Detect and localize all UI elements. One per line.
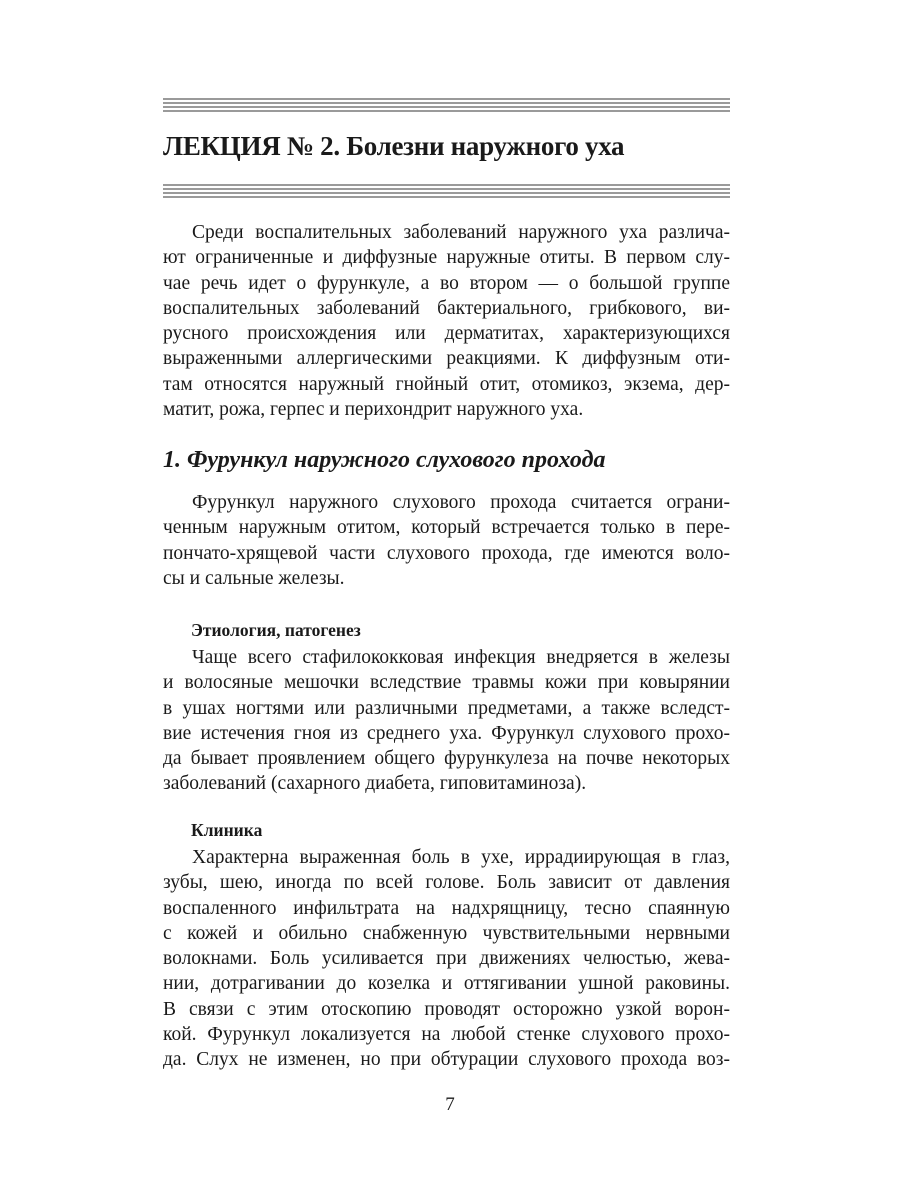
text-line: да. Слух не изменен, но при обтурации слухового прохода воз- <box>163 1049 730 1071</box>
text-line: волокнами. Боль усиливается при движениях челюстью, жева- <box>163 948 730 970</box>
text-line: да бывает проявлением общего фурункулеза на почве некоторых <box>163 748 730 770</box>
text-line: русного происхождения или дерматитах, характеризующихся <box>163 323 730 345</box>
intro-paragraph <box>163 220 730 422</box>
text-line: в ушах ногтями или различными предметами, а также вследст- <box>163 697 730 719</box>
clinic-paragraph <box>163 845 730 1073</box>
text-line: сы и сальные железы. <box>163 567 345 589</box>
text-line: выраженными аллергическими реакциями. К диффузным оти- <box>163 348 730 370</box>
text-line: ют ограниченные и диффузные наружные отиты. В первом слу- <box>163 247 730 269</box>
clinic-heading: Клиника <box>191 820 263 840</box>
text-line: В связи с этим отоскопию проводят осторожно узкой ворон- <box>163 998 730 1020</box>
chapter-title: ЛЕКЦИЯ № 2. Болезни наружного уха <box>163 131 625 161</box>
text-line: нии, дотрагивании до козелка и оттягивании ушной раковины. <box>163 973 730 995</box>
section1-paragraph <box>163 490 730 591</box>
text-line: Характерна выраженная боль в ухе, иррадиирующая в глаз, <box>192 847 730 868</box>
text-line: ченным наружным отитом, который встречается только в пере- <box>163 517 730 539</box>
etiology-paragraph <box>163 645 730 797</box>
text-line: заболеваний (сахарного диабета, гиповитаминоза). <box>163 773 587 795</box>
section-title: 1. Фурункул наружного слухового прохода <box>163 447 606 473</box>
text-line: чае речь идет о фурункуле, а во втором — о большой группе <box>163 272 730 294</box>
text-line: зубы, шею, иногда по всей голове. Боль зависит от давления <box>163 872 730 894</box>
text-line: с кожей и обильно снабженную чувствительными нервными <box>163 922 730 944</box>
top-decorative-rule <box>163 98 730 112</box>
bottom-decorative-rule <box>163 184 730 198</box>
text-line: матит, рожа, герпес и перихондрит наружного уха. <box>163 399 584 421</box>
text-line: кой. Фурункул локализуется на любой стенке слухового прохо- <box>163 1024 730 1046</box>
text-line: пончато-хрящевой части слухового прохода, где имеются воло- <box>163 542 730 564</box>
text-line: и волосяные мешочки вследствие травмы кожи при ковырянии <box>163 672 730 694</box>
page-number: 7 <box>445 1094 455 1115</box>
text-line: Чаще всего стафилококковая инфекция внедряется в железы <box>192 647 730 668</box>
etiology-heading: Этиология, патогенез <box>191 620 361 640</box>
text-line: воспалительных заболеваний бактериального, грибкового, ви- <box>163 297 730 319</box>
text-line: вие истечения гноя из среднего уха. Фурункул слухового прохо- <box>163 722 730 744</box>
text-line: Среди воспалительных заболеваний наружного уха различа- <box>192 222 730 243</box>
text-line: Фурункул наружного слухового прохода считается ограни- <box>192 492 730 513</box>
text-line: воспаленного инфильтрата на надхрящницу, тесно спаянную <box>163 897 730 919</box>
text-line: там относятся наружный гнойный отит, отомикоз, экзема, дер- <box>163 373 730 395</box>
